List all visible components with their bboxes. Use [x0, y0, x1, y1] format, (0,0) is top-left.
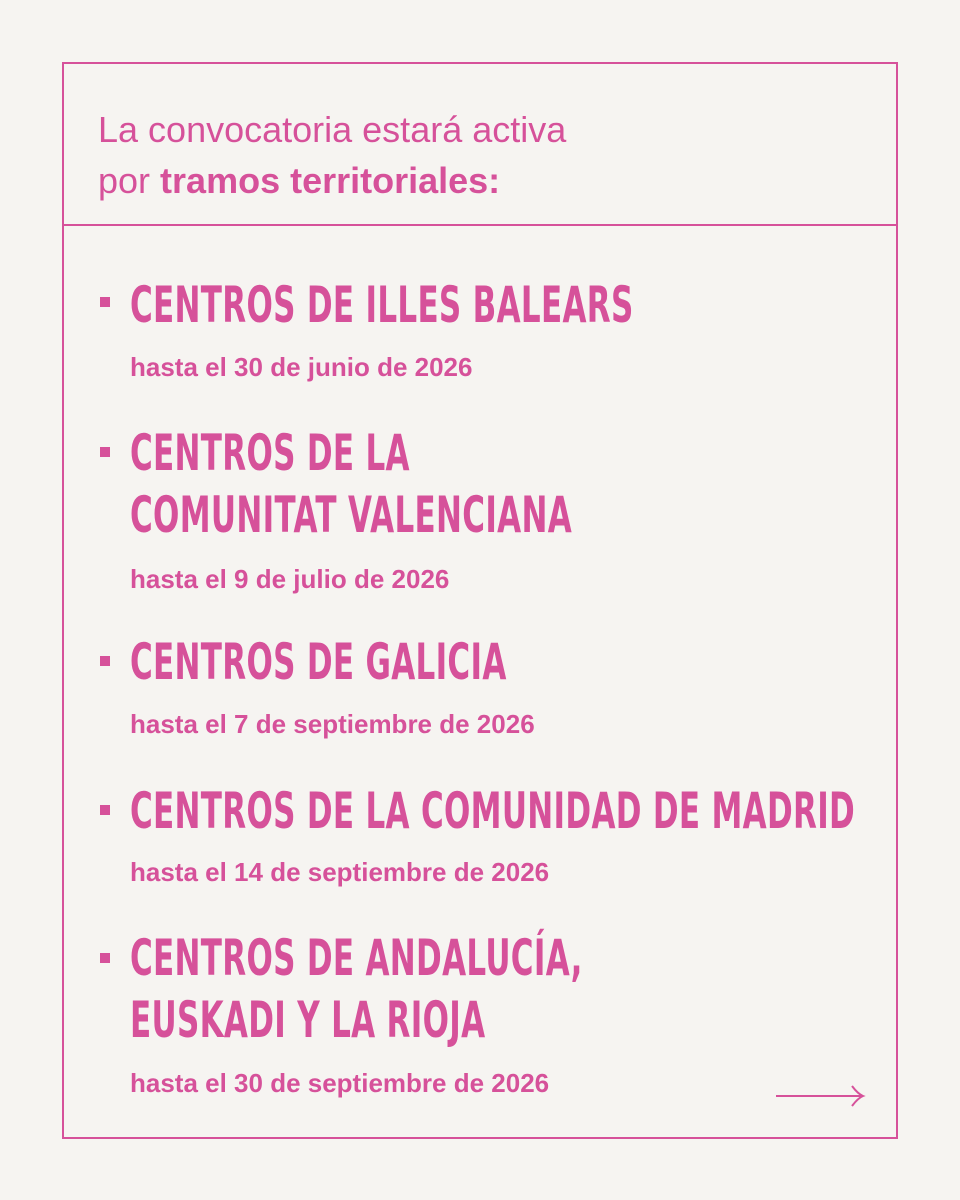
region-title-line: CENTROS DE GALICIA [130, 633, 507, 691]
region-title [130, 277, 634, 333]
bullet-icon [100, 447, 110, 457]
bullet-icon [100, 656, 110, 666]
deadline-text: hasta el 7 de septiembre de 2026 [130, 709, 535, 739]
bullet-icon [100, 953, 110, 963]
region-title-line: CENTROS DE ANDALUCÍA, [130, 929, 583, 987]
territorial-list [64, 64, 896, 1137]
region-title [130, 930, 583, 1048]
content-frame [62, 62, 898, 1139]
region-title-line: EUSKADI Y LA RIOJA [130, 991, 486, 1049]
region-title [130, 634, 507, 690]
intro-line-1: La convocatoria estará activa [98, 109, 567, 150]
region-title-line: CENTROS DE LA [130, 424, 410, 482]
bullet-icon [100, 297, 110, 307]
bullet-icon [100, 805, 110, 815]
deadline-text: hasta el 30 de junio de 2026 [130, 352, 473, 382]
region-title-line: CENTROS DE LA COMUNIDAD DE MADRID [130, 782, 856, 840]
intro-line-2-prefix: por [98, 160, 161, 201]
deadline-text: hasta el 14 de septiembre de 2026 [130, 857, 550, 887]
deadline-text: hasta el 30 de septiembre de 2026 [130, 1068, 550, 1098]
region-title-line: CENTROS DE ILLES BALEARS [130, 276, 634, 334]
arrow-right-icon[interactable] [776, 1081, 866, 1111]
region-title-line: COMUNITAT VALENCIANA [130, 486, 573, 544]
intro-line-2-bold: tramos territoriales: [160, 160, 501, 201]
region-title [130, 425, 572, 543]
region-title [130, 783, 855, 839]
deadline-text: hasta el 9 de julio de 2026 [130, 564, 450, 594]
